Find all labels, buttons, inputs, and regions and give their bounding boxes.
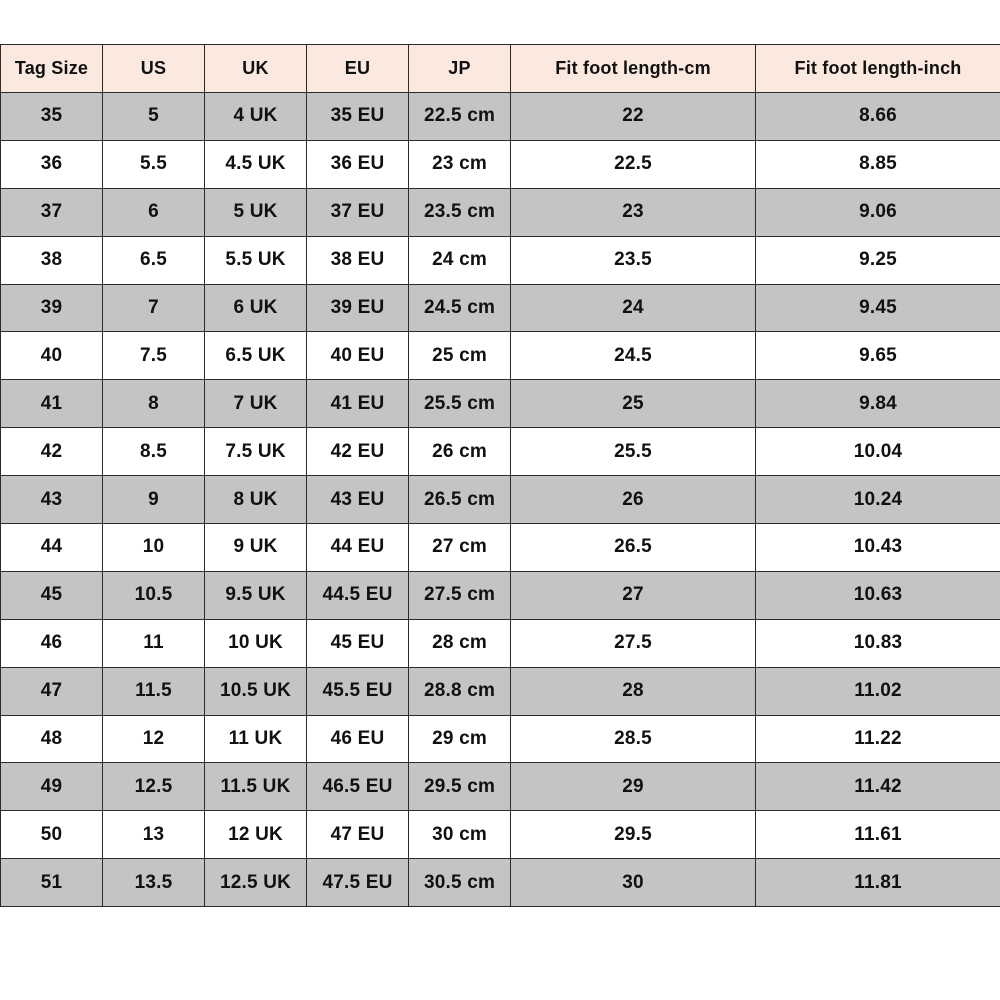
us-size-cell: 12.5 [103,763,205,811]
foot-length-inch-cell: 11.81 [756,859,1000,907]
uk-size-cell: 5 UK [205,188,307,236]
tag-size-cell: 43 [1,476,103,524]
jp-size-cell: 29 cm [409,715,511,763]
jp-size-cell: 25.5 cm [409,380,511,428]
header-row [1,45,1000,93]
table-row [1,524,1000,572]
size-chart-table [0,44,1000,907]
tag-size-cell: 45 [1,571,103,619]
eu-size-cell: 36 EU [307,140,409,188]
foot-length-cm-cell: 23.5 [511,236,756,284]
uk-size-cell: 6.5 UK [205,332,307,380]
foot-length-inch-cell: 11.02 [756,667,1000,715]
foot-length-inch-cell: 9.25 [756,236,1000,284]
foot-length-cm-cell: 25 [511,380,756,428]
tag-size-cell: 47 [1,667,103,715]
uk-size-cell: 8 UK [205,476,307,524]
table-row [1,332,1000,380]
uk-size-cell: 6 UK [205,284,307,332]
tag-size-cell: 44 [1,524,103,572]
tag-size-cell: 36 [1,140,103,188]
foot-length-inch-cell: 10.04 [756,428,1000,476]
eu-size-cell: 45.5 EU [307,667,409,715]
uk-size-cell: 5.5 UK [205,236,307,284]
us-size-cell: 6.5 [103,236,205,284]
foot-length-cm-cell: 30 [511,859,756,907]
foot-length-inch-cell: 8.85 [756,140,1000,188]
uk-size-cell: 7.5 UK [205,428,307,476]
foot-length-inch-cell: 11.22 [756,715,1000,763]
tag-size-cell: 37 [1,188,103,236]
foot-length-cm-cell: 28.5 [511,715,756,763]
table-row [1,859,1000,907]
foot-length-cm-cell: 27 [511,571,756,619]
eu-size-cell: 35 EU [307,93,409,141]
foot-length-inch-cell: 11.42 [756,763,1000,811]
eu-size-cell: 43 EU [307,476,409,524]
header-jp: JP [409,45,511,93]
uk-size-cell: 11 UK [205,715,307,763]
tag-size-cell: 50 [1,811,103,859]
foot-length-cm-cell: 23 [511,188,756,236]
jp-size-cell: 26.5 cm [409,476,511,524]
eu-size-cell: 41 EU [307,380,409,428]
jp-size-cell: 29.5 cm [409,763,511,811]
us-size-cell: 13.5 [103,859,205,907]
table-row [1,619,1000,667]
us-size-cell: 7.5 [103,332,205,380]
us-size-cell: 8 [103,380,205,428]
foot-length-inch-cell: 11.61 [756,811,1000,859]
foot-length-cm-cell: 22.5 [511,140,756,188]
table-row [1,236,1000,284]
foot-length-cm-cell: 24.5 [511,332,756,380]
foot-length-cm-cell: 29.5 [511,811,756,859]
us-size-cell: 6 [103,188,205,236]
us-size-cell: 5.5 [103,140,205,188]
foot-length-inch-cell: 9.84 [756,380,1000,428]
tag-size-cell: 39 [1,284,103,332]
foot-length-cm-cell: 29 [511,763,756,811]
eu-size-cell: 46 EU [307,715,409,763]
tag-size-cell: 42 [1,428,103,476]
table-row [1,715,1000,763]
tag-size-cell: 51 [1,859,103,907]
table-row [1,428,1000,476]
eu-size-cell: 46.5 EU [307,763,409,811]
us-size-cell: 11 [103,619,205,667]
jp-size-cell: 26 cm [409,428,511,476]
uk-size-cell: 10.5 UK [205,667,307,715]
foot-length-cm-cell: 28 [511,667,756,715]
foot-length-cm-cell: 27.5 [511,619,756,667]
tag-size-cell: 35 [1,93,103,141]
jp-size-cell: 30.5 cm [409,859,511,907]
jp-size-cell: 30 cm [409,811,511,859]
tag-size-cell: 46 [1,619,103,667]
eu-size-cell: 40 EU [307,332,409,380]
tag-size-cell: 49 [1,763,103,811]
us-size-cell: 11.5 [103,667,205,715]
us-size-cell: 8.5 [103,428,205,476]
eu-size-cell: 47 EU [307,811,409,859]
uk-size-cell: 12 UK [205,811,307,859]
us-size-cell: 13 [103,811,205,859]
eu-size-cell: 44 EU [307,524,409,572]
jp-size-cell: 27 cm [409,524,511,572]
header-eu: EU [307,45,409,93]
header-foot-length-inch: Fit foot length-inch [756,45,1000,93]
jp-size-cell: 24 cm [409,236,511,284]
eu-size-cell: 37 EU [307,188,409,236]
foot-length-inch-cell: 10.63 [756,571,1000,619]
table-row [1,93,1000,141]
us-size-cell: 9 [103,476,205,524]
us-size-cell: 12 [103,715,205,763]
foot-length-inch-cell: 8.66 [756,93,1000,141]
jp-size-cell: 24.5 cm [409,284,511,332]
table-row [1,380,1000,428]
table-row [1,476,1000,524]
foot-length-inch-cell: 10.43 [756,524,1000,572]
us-size-cell: 10 [103,524,205,572]
jp-size-cell: 28 cm [409,619,511,667]
header-uk: UK [205,45,307,93]
uk-size-cell: 10 UK [205,619,307,667]
table-row [1,763,1000,811]
table-row [1,284,1000,332]
us-size-cell: 7 [103,284,205,332]
jp-size-cell: 23 cm [409,140,511,188]
eu-size-cell: 44.5 EU [307,571,409,619]
uk-size-cell: 4 UK [205,93,307,141]
foot-length-cm-cell: 26 [511,476,756,524]
table-row [1,188,1000,236]
eu-size-cell: 45 EU [307,619,409,667]
header-tag-size: Tag Size [1,45,103,93]
foot-length-cm-cell: 26.5 [511,524,756,572]
uk-size-cell: 9 UK [205,524,307,572]
jp-size-cell: 25 cm [409,332,511,380]
uk-size-cell: 4.5 UK [205,140,307,188]
tag-size-cell: 41 [1,380,103,428]
foot-length-inch-cell: 9.06 [756,188,1000,236]
tag-size-cell: 48 [1,715,103,763]
foot-length-inch-cell: 10.83 [756,619,1000,667]
eu-size-cell: 39 EU [307,284,409,332]
us-size-cell: 10.5 [103,571,205,619]
uk-size-cell: 11.5 UK [205,763,307,811]
jp-size-cell: 22.5 cm [409,93,511,141]
jp-size-cell: 28.8 cm [409,667,511,715]
foot-length-inch-cell: 9.65 [756,332,1000,380]
table-row [1,667,1000,715]
table-body [1,93,1000,907]
header-foot-length-cm: Fit foot length-cm [511,45,756,93]
foot-length-cm-cell: 24 [511,284,756,332]
tag-size-cell: 40 [1,332,103,380]
jp-size-cell: 23.5 cm [409,188,511,236]
uk-size-cell: 7 UK [205,380,307,428]
table-row [1,571,1000,619]
uk-size-cell: 12.5 UK [205,859,307,907]
table-row [1,140,1000,188]
foot-length-cm-cell: 22 [511,93,756,141]
foot-length-cm-cell: 25.5 [511,428,756,476]
jp-size-cell: 27.5 cm [409,571,511,619]
uk-size-cell: 9.5 UK [205,571,307,619]
us-size-cell: 5 [103,93,205,141]
eu-size-cell: 47.5 EU [307,859,409,907]
foot-length-inch-cell: 10.24 [756,476,1000,524]
header-us: US [103,45,205,93]
foot-length-inch-cell: 9.45 [756,284,1000,332]
eu-size-cell: 42 EU [307,428,409,476]
eu-size-cell: 38 EU [307,236,409,284]
tag-size-cell: 38 [1,236,103,284]
table-row [1,811,1000,859]
